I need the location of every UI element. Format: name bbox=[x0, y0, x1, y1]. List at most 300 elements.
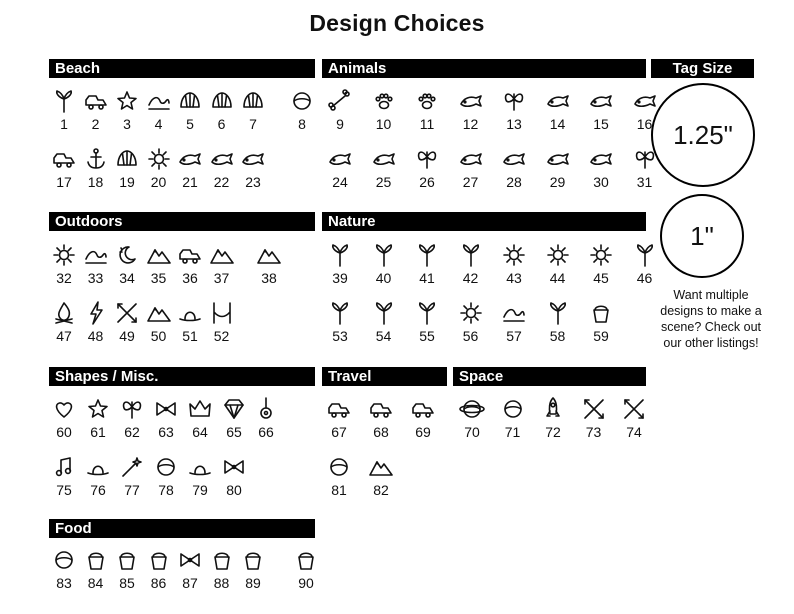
design-icon-wrap bbox=[47, 88, 81, 114]
design-option-60 bbox=[47, 396, 81, 440]
design-icon-wrap bbox=[497, 88, 531, 114]
design-number: 89 bbox=[245, 575, 261, 591]
design-number: 74 bbox=[626, 424, 642, 440]
design-icon-wrap bbox=[79, 88, 113, 114]
design-option-54 bbox=[367, 300, 401, 344]
section-header-shapes: Shapes / Misc. bbox=[49, 367, 315, 386]
design-option-32 bbox=[47, 242, 81, 286]
design-number: 44 bbox=[549, 270, 566, 286]
clover-icon bbox=[371, 300, 397, 326]
design-option-19 bbox=[110, 146, 144, 190]
design-number: 35 bbox=[150, 270, 167, 286]
heart-icon bbox=[51, 396, 77, 422]
fish-icon bbox=[588, 146, 614, 172]
saturn-icon bbox=[459, 396, 485, 422]
design-number: 23 bbox=[245, 174, 261, 190]
lightning-icon bbox=[83, 300, 109, 326]
design-option-50 bbox=[142, 300, 176, 344]
design-number: 25 bbox=[375, 174, 392, 190]
sunrise-icon bbox=[83, 242, 109, 268]
design-icon-wrap bbox=[323, 242, 357, 268]
surfboard-icon bbox=[51, 146, 77, 172]
flower-icon bbox=[545, 242, 571, 268]
design-option-15 bbox=[584, 88, 618, 132]
acorn-icon bbox=[588, 300, 614, 326]
design-option-21 bbox=[173, 146, 207, 190]
design-option-63 bbox=[149, 396, 183, 440]
design-option-40 bbox=[367, 242, 401, 286]
design-number: 62 bbox=[124, 424, 140, 440]
monstera-leaf-icon bbox=[327, 242, 353, 268]
design-number: 83 bbox=[56, 575, 72, 591]
design-number: 38 bbox=[261, 270, 277, 286]
design-icon-wrap bbox=[252, 242, 286, 268]
design-number: 88 bbox=[213, 575, 230, 591]
star-icon bbox=[85, 396, 111, 422]
design-option-61 bbox=[81, 396, 115, 440]
design-number: 76 bbox=[90, 482, 106, 498]
design-option-14 bbox=[541, 88, 575, 132]
design-option-78 bbox=[149, 454, 183, 498]
design-icon-wrap bbox=[205, 547, 239, 573]
design-icon-wrap bbox=[367, 300, 401, 326]
design-number: 70 bbox=[464, 424, 480, 440]
design-icon-wrap bbox=[322, 396, 356, 422]
design-option-4 bbox=[142, 88, 176, 132]
design-number: 3 bbox=[123, 116, 131, 132]
section-header-animals: Animals bbox=[322, 59, 646, 78]
design-option-38 bbox=[252, 242, 286, 286]
hibiscus-icon bbox=[501, 242, 527, 268]
design-number: 53 bbox=[332, 328, 348, 344]
pine-tree-icon bbox=[371, 242, 397, 268]
design-option-58 bbox=[541, 300, 575, 344]
design-option-12 bbox=[454, 88, 488, 132]
design-option-35 bbox=[142, 242, 176, 286]
design-number: 50 bbox=[150, 328, 167, 344]
truck-icon bbox=[326, 396, 352, 422]
design-number: 79 bbox=[192, 482, 208, 498]
design-option-37 bbox=[205, 242, 239, 286]
design-option-11 bbox=[410, 88, 444, 132]
hummingbird-icon bbox=[545, 88, 571, 114]
rose-icon bbox=[414, 242, 440, 268]
design-option-41 bbox=[410, 242, 444, 286]
design-number: 61 bbox=[90, 424, 106, 440]
design-number: 29 bbox=[549, 174, 566, 190]
design-number: 51 bbox=[182, 328, 198, 344]
design-option-45 bbox=[584, 242, 618, 286]
design-option-68 bbox=[364, 396, 398, 440]
design-number: 16 bbox=[636, 116, 653, 132]
design-number: 67 bbox=[331, 424, 347, 440]
wolf-icon bbox=[545, 146, 571, 172]
design-icon-wrap bbox=[541, 146, 575, 172]
design-icon-wrap bbox=[584, 146, 618, 172]
wave-icon bbox=[146, 88, 172, 114]
design-icon-wrap bbox=[79, 547, 113, 573]
hot-air-balloon-icon bbox=[326, 454, 352, 480]
design-icon-wrap bbox=[628, 242, 662, 268]
guitar-icon bbox=[253, 396, 279, 422]
design-option-25 bbox=[367, 146, 401, 190]
design-option-48 bbox=[79, 300, 113, 344]
design-option-85 bbox=[110, 547, 144, 591]
lily-icon bbox=[632, 242, 658, 268]
design-option-26 bbox=[410, 146, 444, 190]
design-number: 14 bbox=[549, 116, 566, 132]
design-icon-wrap bbox=[149, 454, 183, 480]
design-number: 6 bbox=[217, 116, 226, 132]
polar-bear-icon bbox=[458, 146, 484, 172]
lighthouse-icon bbox=[177, 146, 203, 172]
design-icon-wrap bbox=[236, 146, 270, 172]
spider-icon bbox=[632, 146, 658, 172]
design-option-22 bbox=[205, 146, 239, 190]
design-icon-wrap bbox=[410, 300, 444, 326]
rainbow-icon bbox=[501, 300, 527, 326]
design-number: 65 bbox=[226, 424, 242, 440]
design-icon-wrap bbox=[47, 300, 81, 326]
design-option-49 bbox=[110, 300, 144, 344]
design-number: 13 bbox=[506, 116, 522, 132]
design-option-47 bbox=[47, 300, 81, 344]
design-option-62 bbox=[115, 396, 149, 440]
design-icon-wrap bbox=[454, 146, 488, 172]
design-number: 69 bbox=[415, 424, 431, 440]
design-number: 86 bbox=[150, 575, 167, 591]
design-number: 41 bbox=[419, 270, 435, 286]
crown-icon bbox=[187, 396, 213, 422]
sunflower-icon bbox=[588, 242, 614, 268]
music-note-icon bbox=[51, 454, 77, 480]
design-option-30 bbox=[584, 146, 618, 190]
design-option-51 bbox=[173, 300, 207, 344]
design-icon-wrap bbox=[577, 396, 611, 422]
palm-tree-icon bbox=[51, 88, 77, 114]
design-icon-wrap bbox=[285, 88, 319, 114]
design-number: 36 bbox=[182, 270, 198, 286]
multiple-designs-note: Want multiple designs to make a scene? Check out our other listings! bbox=[660, 288, 762, 350]
design-option-46 bbox=[628, 242, 662, 286]
design-icon-wrap bbox=[497, 146, 531, 172]
section-header-nature: Nature bbox=[322, 212, 646, 231]
design-option-7 bbox=[236, 88, 270, 132]
design-number: 63 bbox=[158, 424, 174, 440]
design-option-79 bbox=[183, 454, 217, 498]
donut-icon bbox=[51, 547, 77, 573]
design-icon-wrap bbox=[410, 146, 444, 172]
design-number: 56 bbox=[462, 328, 479, 344]
design-number: 12 bbox=[462, 116, 479, 132]
elephant-icon bbox=[371, 146, 397, 172]
design-option-66 bbox=[249, 396, 283, 440]
watermelon-icon bbox=[146, 547, 172, 573]
moon-stars-icon bbox=[114, 242, 140, 268]
design-icon-wrap bbox=[205, 146, 239, 172]
design-number: 10 bbox=[375, 116, 392, 132]
camper-van-icon bbox=[410, 396, 436, 422]
design-icon-wrap bbox=[584, 88, 618, 114]
design-number: 66 bbox=[258, 424, 274, 440]
design-icon-wrap bbox=[410, 88, 444, 114]
cupcake-icon bbox=[209, 547, 235, 573]
design-number: 47 bbox=[56, 328, 72, 344]
bows-icon bbox=[153, 396, 179, 422]
design-icon-wrap bbox=[142, 146, 176, 172]
design-option-72 bbox=[536, 396, 570, 440]
design-icon-wrap bbox=[47, 547, 81, 573]
design-number: 34 bbox=[119, 270, 135, 286]
design-number: 54 bbox=[375, 328, 392, 344]
design-icon-wrap bbox=[47, 146, 81, 172]
design-icon-wrap bbox=[173, 146, 207, 172]
design-icon-wrap bbox=[142, 88, 176, 114]
design-icon-wrap bbox=[541, 242, 575, 268]
design-icon-wrap bbox=[205, 242, 239, 268]
design-icon-wrap bbox=[142, 242, 176, 268]
design-number: 33 bbox=[87, 270, 104, 286]
tag-size-small-circle bbox=[660, 194, 744, 278]
design-number: 73 bbox=[585, 424, 602, 440]
design-number: 71 bbox=[504, 424, 521, 440]
section-header-beach: Beach bbox=[49, 59, 315, 78]
campfire-icon bbox=[51, 300, 77, 326]
shark-icon bbox=[632, 88, 658, 114]
design-number: 39 bbox=[332, 270, 348, 286]
design-number: 68 bbox=[373, 424, 389, 440]
design-icon-wrap bbox=[236, 88, 270, 114]
design-icon-wrap bbox=[454, 88, 488, 114]
design-icon-wrap bbox=[142, 547, 176, 573]
design-option-55 bbox=[410, 300, 444, 344]
pumpkin-icon bbox=[293, 547, 319, 573]
design-icon-wrap bbox=[110, 547, 144, 573]
design-option-23 bbox=[236, 146, 270, 190]
design-option-24 bbox=[323, 146, 357, 190]
section-header-tag-size: Tag Size bbox=[651, 59, 754, 78]
constellation-icon bbox=[621, 396, 647, 422]
design-icon-wrap bbox=[79, 300, 113, 326]
beach-ball-icon bbox=[289, 88, 315, 114]
diamond-icon bbox=[221, 396, 247, 422]
design-icon-wrap bbox=[584, 300, 618, 326]
design-option-28 bbox=[497, 146, 531, 190]
snowflake-icon bbox=[458, 300, 484, 326]
design-icon-wrap bbox=[322, 454, 356, 480]
design-icon-wrap bbox=[364, 454, 398, 480]
design-option-59 bbox=[584, 300, 618, 344]
design-option-65 bbox=[217, 396, 251, 440]
design-number: 19 bbox=[119, 174, 135, 190]
butterfly-icon bbox=[501, 88, 527, 114]
design-number: 60 bbox=[56, 424, 72, 440]
design-option-3 bbox=[110, 88, 144, 132]
design-number: 15 bbox=[593, 116, 609, 132]
design-number: 2 bbox=[91, 116, 100, 132]
coral-icon bbox=[209, 88, 235, 114]
design-number: 43 bbox=[506, 270, 522, 286]
design-option-16 bbox=[628, 88, 662, 132]
rocket-icon bbox=[540, 396, 566, 422]
design-number: 42 bbox=[462, 270, 479, 286]
design-option-90 bbox=[289, 547, 323, 591]
design-option-6 bbox=[205, 88, 239, 132]
design-number: 49 bbox=[119, 328, 135, 344]
design-icon-wrap bbox=[364, 396, 398, 422]
bowtie-pasta-icon bbox=[177, 547, 203, 573]
design-number: 17 bbox=[56, 174, 72, 190]
bone-icon bbox=[327, 88, 353, 114]
design-icon-wrap bbox=[110, 300, 144, 326]
design-option-80 bbox=[217, 454, 251, 498]
design-option-71 bbox=[496, 396, 530, 440]
design-number: 90 bbox=[298, 575, 314, 591]
design-icon-wrap bbox=[110, 146, 144, 172]
design-option-27 bbox=[454, 146, 488, 190]
design-option-76 bbox=[81, 454, 115, 498]
tent-icon bbox=[146, 242, 172, 268]
design-option-9 bbox=[323, 88, 357, 132]
design-icon-wrap bbox=[173, 88, 207, 114]
design-option-86 bbox=[142, 547, 176, 591]
pyramid-icon bbox=[368, 454, 394, 480]
cat-paws-icon bbox=[414, 88, 440, 114]
design-option-2 bbox=[79, 88, 113, 132]
design-number: 48 bbox=[87, 328, 104, 344]
mountain-range-icon bbox=[256, 242, 282, 268]
conch-shell-icon bbox=[240, 88, 266, 114]
design-number: 87 bbox=[182, 575, 198, 591]
design-number: 11 bbox=[419, 116, 435, 132]
design-icon-wrap bbox=[367, 88, 401, 114]
section-header-food: Food bbox=[49, 519, 315, 538]
mountain-peaks-icon bbox=[209, 242, 235, 268]
design-number: 52 bbox=[213, 328, 230, 344]
design-option-36 bbox=[173, 242, 207, 286]
magic-wand-icon bbox=[119, 454, 145, 480]
design-icon-wrap bbox=[410, 242, 444, 268]
design-icon-wrap bbox=[79, 146, 113, 172]
design-number: 5 bbox=[186, 116, 194, 132]
design-icon-wrap bbox=[217, 454, 251, 480]
tag-size-large-circle bbox=[651, 83, 755, 187]
sailboat-icon bbox=[83, 88, 109, 114]
design-icon-wrap bbox=[173, 300, 207, 326]
section-header-space: Space bbox=[453, 367, 646, 386]
design-icon-wrap bbox=[81, 454, 115, 480]
football-icon bbox=[153, 454, 179, 480]
design-icon-wrap bbox=[367, 242, 401, 268]
design-number: 55 bbox=[419, 328, 435, 344]
design-number: 77 bbox=[124, 482, 140, 498]
design-number: 85 bbox=[119, 575, 135, 591]
design-number: 27 bbox=[462, 174, 479, 190]
design-icon-wrap bbox=[142, 300, 176, 326]
design-number: 45 bbox=[593, 270, 609, 286]
design-icon-wrap bbox=[289, 547, 323, 573]
design-option-1 bbox=[47, 88, 81, 132]
design-icon-wrap bbox=[406, 396, 440, 422]
design-number: 75 bbox=[56, 482, 72, 498]
page-title: Design Choices bbox=[309, 10, 485, 36]
design-icon-wrap bbox=[617, 396, 651, 422]
design-number: 84 bbox=[87, 575, 104, 591]
design-option-87 bbox=[173, 547, 207, 591]
hammock-icon bbox=[209, 300, 235, 326]
design-option-67 bbox=[322, 396, 356, 440]
design-option-88 bbox=[205, 547, 239, 591]
design-icon-wrap bbox=[584, 242, 618, 268]
design-number: 21 bbox=[182, 174, 198, 190]
dreamcatcher-icon bbox=[119, 396, 145, 422]
fox-icon bbox=[458, 88, 484, 114]
design-icon-wrap bbox=[47, 242, 81, 268]
design-icon-wrap bbox=[81, 396, 115, 422]
design-option-18 bbox=[79, 146, 113, 190]
design-icon-wrap bbox=[115, 396, 149, 422]
tag-size-small-label: 1" bbox=[690, 220, 714, 251]
design-icon-wrap bbox=[367, 146, 401, 172]
design-number: 31 bbox=[636, 174, 653, 190]
squirrel-icon bbox=[588, 88, 614, 114]
design-icon-wrap bbox=[541, 300, 575, 326]
design-number: 37 bbox=[213, 270, 230, 286]
design-number: 40 bbox=[375, 270, 392, 286]
design-icon-wrap bbox=[149, 396, 183, 422]
design-number: 80 bbox=[226, 482, 242, 498]
design-icon-wrap bbox=[110, 242, 144, 268]
design-option-33 bbox=[79, 242, 113, 286]
design-number: 72 bbox=[545, 424, 561, 440]
mountains-icon bbox=[146, 300, 172, 326]
design-option-89 bbox=[236, 547, 270, 591]
design-number: 20 bbox=[150, 174, 167, 190]
paw-prints-icon bbox=[371, 88, 397, 114]
bee-icon bbox=[414, 146, 440, 172]
design-option-69 bbox=[406, 396, 440, 440]
design-number: 4 bbox=[154, 116, 163, 132]
santa-hat-icon bbox=[85, 454, 111, 480]
design-icon-wrap bbox=[205, 88, 239, 114]
design-icon-wrap bbox=[628, 88, 662, 114]
design-icon-wrap bbox=[497, 300, 531, 326]
design-option-5 bbox=[173, 88, 207, 132]
sand-dollar-icon bbox=[146, 146, 172, 172]
section-header-travel: Travel bbox=[322, 367, 447, 386]
design-option-31 bbox=[628, 146, 662, 190]
design-icon-wrap bbox=[496, 396, 530, 422]
design-icon-wrap bbox=[455, 396, 489, 422]
anchor-icon bbox=[83, 146, 109, 172]
design-option-10 bbox=[367, 88, 401, 132]
design-number: 30 bbox=[593, 174, 609, 190]
design-icon-wrap bbox=[497, 242, 531, 268]
design-number: 57 bbox=[506, 328, 522, 344]
design-option-82 bbox=[364, 454, 398, 498]
design-number: 82 bbox=[373, 482, 389, 498]
design-number: 58 bbox=[549, 328, 566, 344]
design-number: 64 bbox=[192, 424, 208, 440]
design-icon-wrap bbox=[205, 300, 239, 326]
design-option-39 bbox=[323, 242, 357, 286]
seashell-icon bbox=[177, 88, 203, 114]
design-icon-wrap bbox=[236, 547, 270, 573]
design-option-20 bbox=[142, 146, 176, 190]
design-number: 26 bbox=[419, 174, 435, 190]
design-option-74 bbox=[617, 396, 651, 440]
sun-icon bbox=[51, 242, 77, 268]
